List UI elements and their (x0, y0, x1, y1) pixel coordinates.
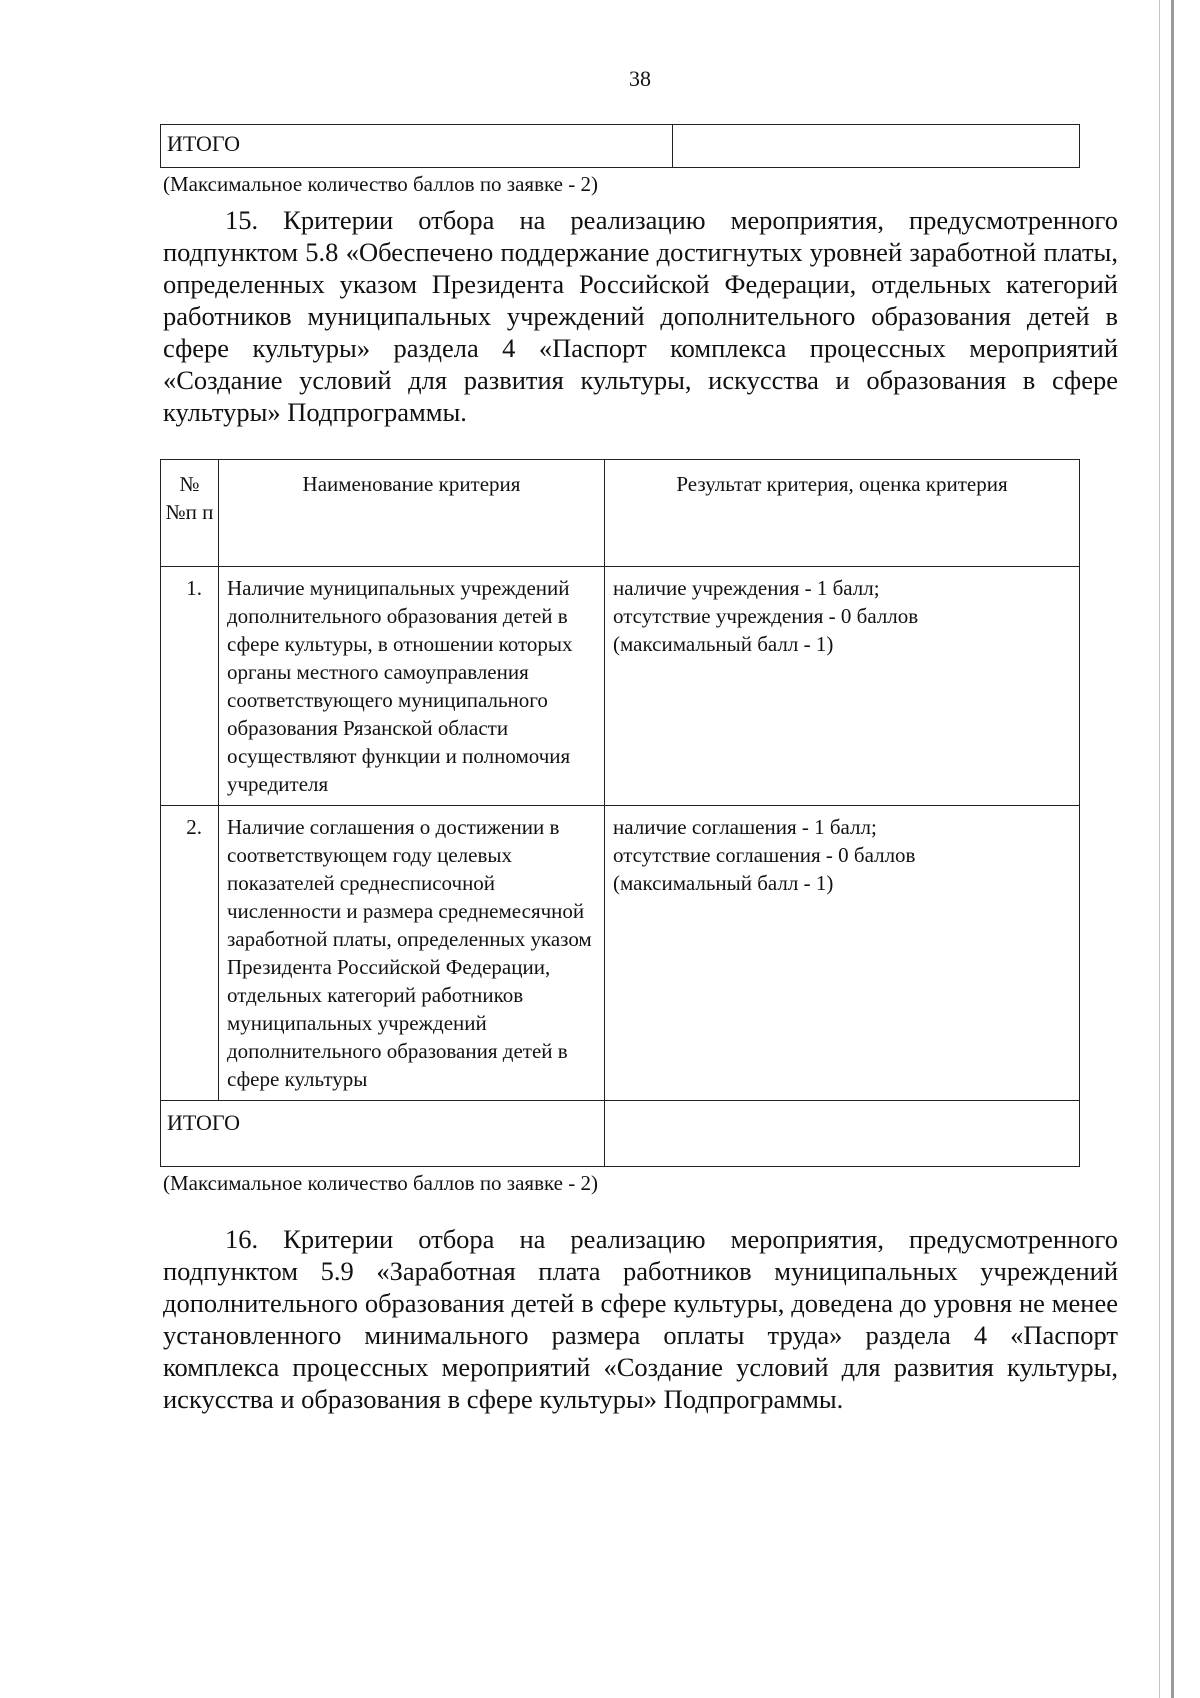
scan-edge-line (1171, 0, 1174, 1698)
total-label-cell: ИТОГО (161, 125, 673, 168)
max-score-note: (Максимальное количество баллов по заявке - 2) (163, 1171, 598, 1195)
criteria-table (160, 459, 1080, 1167)
top-total-table (160, 124, 1080, 168)
max-score-note: (Максимальное количество баллов по заявке - 2) (163, 172, 598, 196)
total-label-cell: ИТОГО (161, 1101, 605, 1167)
result-line: (максимальный балл - 1) (613, 632, 834, 656)
table-total-row (161, 1101, 1080, 1167)
row-criterion-result (605, 806, 1080, 1101)
table-row (161, 806, 1080, 1101)
total-value-cell (673, 125, 1080, 168)
table-header-row (161, 460, 1080, 567)
table-row (161, 567, 1080, 806)
table-row (161, 125, 1080, 168)
scan-edge-line-thin (1159, 0, 1160, 1698)
paragraph-16: 16. Критерии отбора на реализацию мероприятия, предусмотренного подпунктом 5.9 «Заработная плата работников муниципальных учреждений дополнительного образования детей в сфере культуры, доведена до уровня не менее установленного минимального размера оплаты труда» раздела 4 «Паспорт комплекса процессных мероприятий «Создание условий для развития культуры, искусства и образования в сфере культуры» Подпрограммы. (163, 1224, 1118, 1414)
row-criterion-name: Наличие муниципальных учреждений дополнительного образования детей в сфере культуры, в отношении которых органы местного самоуправления соответствующего муниципального образования Рязанской области осуществляют функции и полномочия учредителя (219, 567, 605, 806)
result-line: отсутствие соглашения - 0 баллов (613, 843, 916, 867)
result-line: наличие учреждения - 1 балл; (613, 576, 880, 600)
page-number: 38 (629, 66, 651, 91)
header-result: Результат критерия, оценка критерия (605, 460, 1080, 567)
paragraph-15: 15. Критерии отбора на реализацию мероприятия, предусмотренного подпунктом 5.8 «Обеспечено поддержание достигнутых уровней заработной платы, определенных указом Президента Российской Федерации, отдельных категорий работников муниципальных учреждений дополнительного образования детей в сфере культуры» раздела 4 «Паспорт комплекса процессных мероприятий «Создание условий для развития культуры, искусства и образования в сфере культуры» Подпрограммы. (163, 205, 1118, 427)
result-line: наличие соглашения - 1 балл; (613, 815, 877, 839)
result-line: отсутствие учреждения - 0 баллов (613, 604, 919, 628)
header-name: Наименование критерия (219, 460, 605, 567)
row-num: 1. (161, 567, 219, 806)
row-criterion-result (605, 567, 1080, 806)
total-value-cell (605, 1101, 1080, 1167)
header-num: № №п п (161, 460, 219, 567)
result-line: (максимальный балл - 1) (613, 871, 834, 895)
row-criterion-name: Наличие соглашения о достижении в соответствующем году целевых показателей среднесписочной численности и размера среднемесячной заработной платы, определенных указом Президента Российской Федерации, отдельных категорий работников муниципальных учреждений дополнительного образования детей в сфере культуры (219, 806, 605, 1101)
row-num: 2. (161, 806, 219, 1101)
